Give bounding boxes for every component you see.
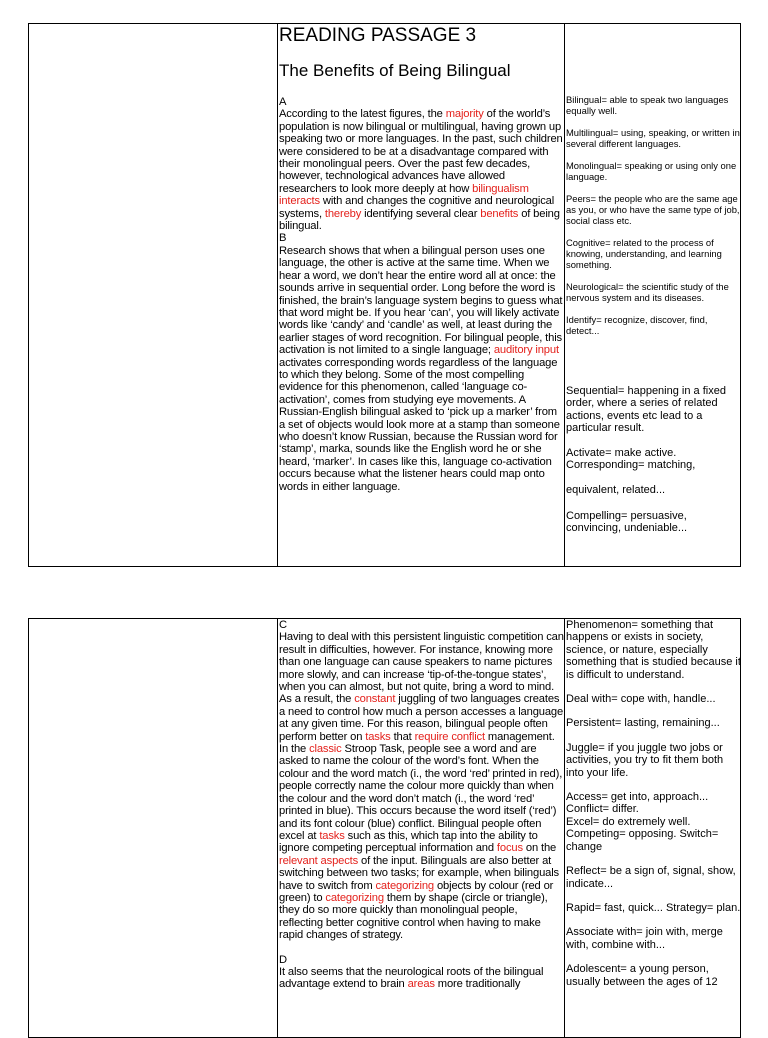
passage-body-1 — [279, 96, 564, 493]
highlighted-term: tasks — [365, 730, 391, 743]
paragraph-c — [279, 631, 564, 941]
paragraph-d — [279, 966, 564, 991]
passage-subtitle: The Benefits of Being Bilingual — [279, 61, 511, 80]
text-run: management. In the — [279, 730, 555, 756]
paragraph-b — [279, 245, 564, 493]
text-run: on the — [522, 842, 557, 855]
highlighted-term: categorizing — [325, 891, 384, 904]
section-label-d: D — [279, 953, 287, 966]
passage-column — [278, 24, 565, 566]
glossary-1b — [566, 385, 741, 535]
glossary-entry: Reflect= be a sign of, signal, show, indicate... — [566, 865, 736, 890]
glossary-entry: Competing= opposing. Switch= change — [566, 828, 719, 853]
text-run: Stroop Task, people see a word and are asked to name the colour of the word’s font. When the colour and the word match (i., the word ‘red’ printed in red), people correctly name the colour more quickly than when the colour and the word don’t match (i., the word ‘red’ printed in blue). This occurs because the word itself (‘red’) and its font colour (blue) conflict. Bilingual people often excel at — [279, 743, 563, 842]
highlighted-term: auditory input — [493, 344, 559, 357]
text-run: with and changes the cognitive and neurological systems, — [279, 195, 555, 220]
glossary-entry: Cognitive= related to the process of knowing, understanding, and learning something. — [566, 237, 722, 270]
glossary-entry: Persistent= lasting, remaining... — [566, 717, 720, 730]
passage-column — [278, 619, 565, 1037]
highlighted-term: classic — [309, 743, 342, 756]
text-run: Research shows that when a bilingual person uses one language, the other is active at the same time. When we hear a word, we don’t hear the entire word all at once: the sounds arrive in sequential order. Long before the word is finished, the brain’s language system begins to guess what that word might be. If you hear ‘can’, you will likely activate words like ‘candy’ and ‘candle’ as well, at least during the earlier stages of word recognition. For bilingual people, this activation is not limited to a single language; — [279, 244, 563, 357]
text-run: identifying several clear — [361, 207, 481, 220]
glossary-entry: Rapid= fast, quick... Strategy= plan. — [566, 901, 741, 914]
blank-column — [29, 24, 278, 566]
text-run: It also seems that the neurological roots of the bilingual advantage extend to brain — [279, 965, 544, 991]
highlighted-term: relevant aspects — [279, 854, 359, 867]
highlighted-term: tasks — [319, 829, 345, 842]
highlighted-term: thereby — [324, 207, 362, 220]
text-run: of the world’s population is now bilingual or multilingual, having grown up speaking two or more languages. In the past, such children were considered to be at a disadvantage compared with their monolingual peers. Over the past few decades, however, technological advances have allowed researchers to look more deeply at how — [279, 108, 563, 195]
section-label-b: B — [279, 232, 287, 245]
highlighted-term: constant — [354, 693, 396, 706]
highlighted-term: areas — [407, 978, 435, 991]
glossary-entry: Monolingual= speaking or using only one language. — [566, 160, 737, 182]
glossary-entry: Adolescent= a young person, usually between the ages of 12 — [566, 963, 718, 988]
glossary-entry: Phenomenon= something that happens or exists in society, science, or nature, especially something that is studied because it is difficult to understand. — [566, 619, 741, 681]
glossary-entry: Juggle= if you juggle two jobs or activities, you try to fit them both into your life. — [566, 741, 724, 779]
text-run: such as this, which tap into the ability to ignore competing perceptual information and — [279, 829, 538, 855]
glossary-1 — [566, 94, 741, 347]
glossary-column — [565, 24, 741, 566]
passage-table-2 — [28, 618, 741, 1038]
passage-body-2 — [279, 619, 564, 991]
glossary-2 — [566, 619, 741, 988]
section-label-c: C — [279, 619, 287, 631]
glossary-entry: Identify= recognize, discover, find, detect... — [566, 314, 708, 336]
glossary-entry: Multilingual= using, speaking, or written in several different languages. — [566, 127, 740, 149]
text-run: them by shape (circle or triangle), they do so more quickly than monolingual people, reflecting better cognitive control when having to make rapid changes of strategy. — [279, 891, 548, 942]
text-run: According to the latest figures, the — [279, 108, 446, 121]
text-run: of being bilingual. — [279, 207, 560, 233]
passage-title: READING PASSAGE 3 — [279, 25, 477, 46]
glossary-entry: Associate with= join with, merge with, combine with... — [566, 926, 723, 951]
text-run: of the input. Bilinguals are also better at switching between two tasks; for example, when bilinguals have to switch from — [279, 854, 559, 892]
highlighted-term: majority — [445, 108, 484, 121]
text-run: objects by colour (red or green) to — [279, 879, 554, 904]
glossary-entry: Corresponding= matching, — [566, 459, 696, 472]
glossary-entry: Excel= do extremely well. — [566, 815, 691, 828]
passage-table-1 — [28, 23, 741, 567]
glossary-entry: equivalent, related... — [566, 484, 666, 497]
text-run: more traditionally — [434, 978, 521, 991]
glossary-entry: Activate= make active. — [566, 446, 677, 459]
text-run: juggling of two languages creates a need to control how much a person accesses a language at any given time. For this reason, bilingual people often perform better on — [279, 693, 564, 743]
highlighted-term: focus — [496, 842, 523, 855]
text-run: Having to deal with this persistent linguistic competition can result in difficulties, however. For instance, knowing more than one language can cause speakers to name pictures more slowly, and can increase ‘tip-of-the-tongue states’, when you can almost, but not quite, bring a word to mind. As a result, the — [279, 631, 564, 706]
highlighted-term: benefits — [480, 207, 519, 220]
glossary-entry: Peers= the people who are the same age as you, or who have the same type of job, social class etc. — [566, 193, 740, 226]
glossary-entry: Access= get into, approach... — [566, 791, 709, 804]
section-label-a: A — [279, 96, 287, 108]
glossary-entry: Deal with= cope with, handle... — [566, 693, 716, 706]
glossary-entry: Neurological= the scientific study of the nervous system and its diseases. — [566, 281, 729, 303]
highlighted-term: require conflict — [414, 730, 485, 743]
glossary-entry: Sequential= happening in a fixed order, where a series of related actions, events etc lead to a particular result. — [566, 385, 726, 435]
text-run: that — [390, 730, 415, 743]
glossary-column — [565, 619, 741, 1037]
paragraph-a — [279, 108, 564, 232]
highlighted-term: categorizing — [375, 879, 435, 892]
text-run: activates corresponding words regardless of the language to which they belong. Some of the most compelling evidence for this phenomenon, called ‘language co-activation’, comes from studying eye movements. A Russian-English bilingual asked to ‘pick up a marker’ from a set of objects would look more at a stamp than someone who doesn’t know Russian, because the Russian word for ‘stamp’, marka, sounds like the English word he or she heard, ‘marker’. In cases like this, language co-activation occurs because what the listener hears could map onto words in either language. — [279, 356, 560, 493]
glossary-entry: Conflict= differ. — [566, 803, 639, 816]
blank-column — [29, 619, 278, 1037]
glossary-entry: Compelling= persuasive, convincing, undeniable... — [566, 509, 688, 535]
glossary-entry: Bilingual= able to speak two languages equally well. — [566, 94, 729, 116]
highlighted-term: bilingualism interacts — [279, 182, 529, 208]
